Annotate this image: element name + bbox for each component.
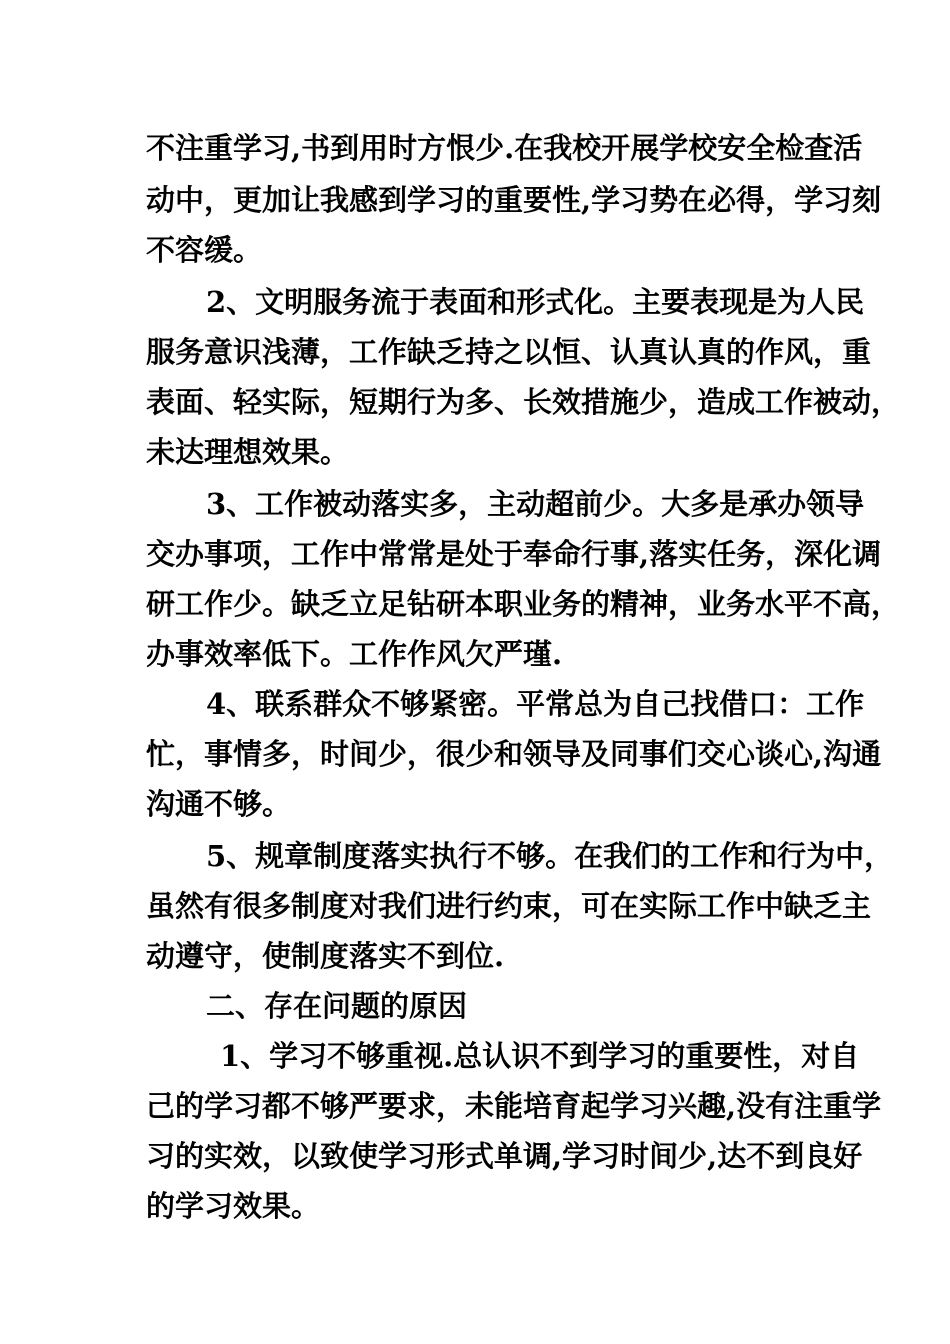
text-line: 习的实效，以致使学习形式单调,学习时间少,达不到良好 [146, 1139, 863, 1173]
text-line: 表面、轻实际，短期行为多、长效措施少，造成工作被动， [146, 385, 901, 419]
text-line: 未达理想效果。 [146, 435, 350, 469]
text-line: 沟通不够。 [146, 787, 292, 821]
text-line: 不容缓。 [146, 233, 263, 267]
text-line: 交办事项，工作中常常是处于奉命行事,落实任务，深化调 [146, 537, 882, 571]
text-line: 己的学习都不够严要求，未能培育起学习兴趣,没有注重学 [146, 1089, 882, 1123]
text-line: 办事效率低下。工作作风欠严瑾. [146, 637, 563, 671]
text-line: 服务意识浅薄，工作缺乏持之以恒、认真认真的作风，重 [146, 335, 872, 369]
text-line: 动遵守，使制度落实不到位. [146, 939, 505, 973]
text-line: 忙，事情多，时间少，很少和领导及同事们交心谈心,沟通 [146, 737, 882, 771]
paragraph-reason-1-start: 1、学习不够重视.总认识不到学习的重要性，对自 [220, 1039, 860, 1073]
text-line: 虽然有很多制度对我们进行约束，可在实际工作中缺乏主 [146, 889, 872, 923]
paragraph-3-start: 3、工作被动落实多，主动超前少。大多是承办领导 [206, 487, 865, 521]
paragraph-4-start: 4、联系群众不够紧密。平常总为自己找借口：工作 [206, 687, 865, 721]
paragraph-2-start: 2、文明服务流于表面和形式化。主要表现是为人民 [206, 285, 865, 319]
text-line: 的学习效果。 [146, 1189, 321, 1223]
section-heading: 二、存在问题的原因 [206, 989, 468, 1023]
text-line: 不注重学习,书到用时方恨少.在我校开展学校安全检查活 [146, 131, 863, 165]
text-line: 动中，更加让我感到学习的重要性,学习势在必得，学习刻 [146, 183, 882, 217]
text-line: 研工作少。缺乏立足钻研本职业务的精神，业务水平不高， [146, 587, 901, 621]
paragraph-5-start: 5、规章制度落实执行不够。在我们的工作和行为中， [206, 839, 894, 873]
